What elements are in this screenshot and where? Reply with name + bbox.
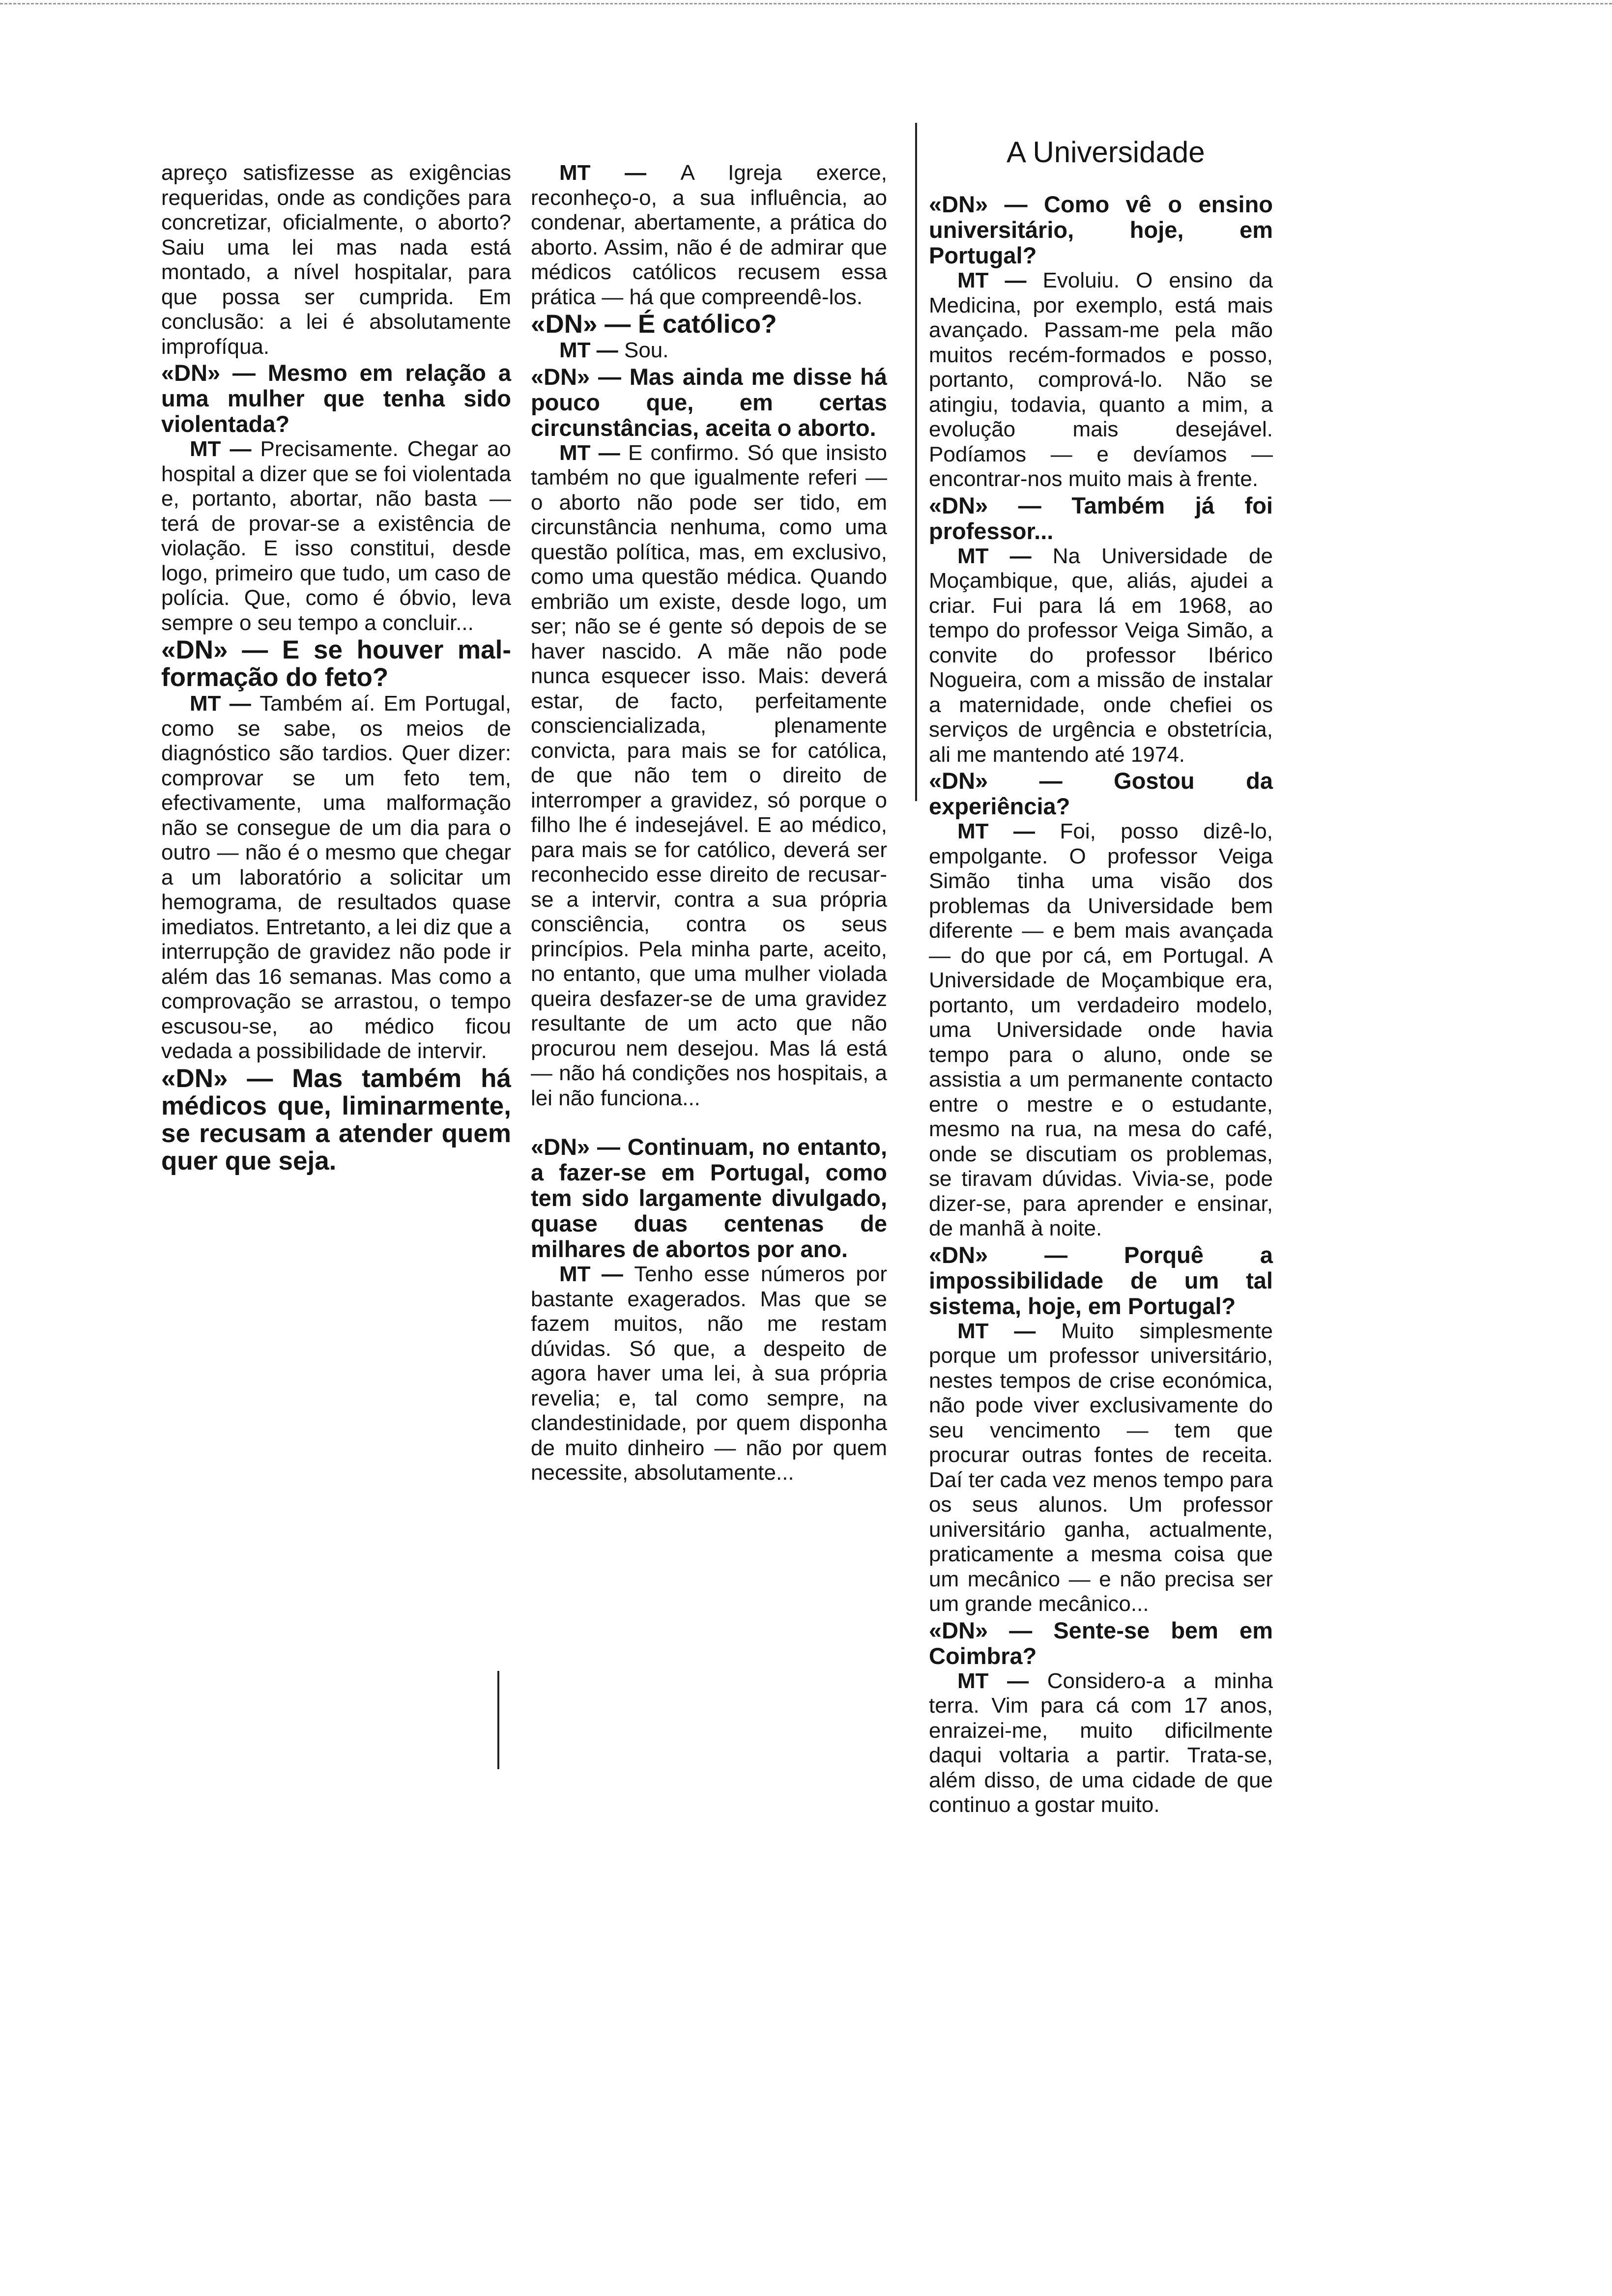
dn-question: «DN» — Mas também há médicos que, liminarmente, se recusam a atender quem quer que seja. bbox=[161, 1063, 511, 1176]
answer-text: Sou. bbox=[624, 338, 669, 362]
column-2 bbox=[531, 161, 887, 1486]
mt-answer bbox=[929, 1669, 1273, 1818]
speaker-label: MT — bbox=[559, 1262, 634, 1286]
margin-mark bbox=[497, 1671, 499, 1769]
dn-question: «DN» — Também já foi professor... bbox=[929, 492, 1273, 544]
speaker-label: MT — bbox=[559, 338, 624, 362]
speaker-label: MT — bbox=[190, 691, 260, 716]
mt-answer bbox=[531, 161, 887, 310]
paragraph-continuation: apreço satisfizesse as exigências requeridas, onde as condições para concretizar, oficialmente, o aborto? Saiu uma lei mas nada está montado, a nível hospitalar, para que possa ser cumprida. Em conclusão: a lei é absolutamente improfíqua. bbox=[161, 161, 511, 359]
answer-text: Foi, posso dizê-lo, empolgante. O professor Veiga Simão tinha uma visão dos problemas da Universidade bem diferente — e bem mais avançada — do que por cá, em Portugal. A Universidade de Moçambique era, portanto, um verdadeiro modelo, uma Universidade onde havia tempo para o aluno, onde se assistia a um permanente contacto entre o mestre e o estudante, mesmo na rua, na mesa do café, onde se discutiam os problemas, se tiravam dúvidas. Vivia-se, pode dizer-se, para aprender e ensinar, de manhã à noite. bbox=[929, 819, 1273, 1240]
speaker-label: MT — bbox=[957, 819, 1060, 843]
mt-answer bbox=[929, 544, 1273, 768]
mt-answer bbox=[929, 819, 1273, 1241]
mt-answer bbox=[161, 691, 511, 1064]
mt-answer bbox=[929, 268, 1273, 492]
mt-answer bbox=[531, 1262, 887, 1486]
speaker-label: MT — bbox=[559, 161, 681, 185]
column-1 bbox=[161, 161, 511, 1175]
answer-text: Na Universidade de Moçambique, que, aliás, ajudei a criar. Fui para lá em 1968, ao tempo do professor Veiga Simão, a convite do professor Ibérico Nogueira, com a missão de instalar a maternidade, onde chefiei os serviços de urgência e obstetrícia, ali me mantendo até 1974. bbox=[929, 544, 1273, 767]
dn-question: «DN» — Como vê o ensino universitário, hoje, em Portugal? bbox=[929, 191, 1273, 268]
speaker-label: MT — bbox=[957, 268, 1043, 292]
mt-answer bbox=[531, 338, 887, 363]
top-dashed-rule bbox=[0, 3, 1612, 4]
dn-question: «DN» — Porquê a impossibilidade de um tal sistema, hoje, em Portugal? bbox=[929, 1241, 1273, 1319]
answer-text: E confirmo. Só que insisto também no que igualmente referi — o aborto não pode ser tido, em circunstância nenhuma, como uma questão política, mas, em exclusivo, como uma questão médica. Quando embrião um existe, desde logo, um ser; não se é gente só depois de se haver nascido. A mãe não pode nunca esquecer isso. Mais: deverá estar, de facto, perfeitamente consciencializada, plenamente convicta, para mais se for católica, de que não tem o direito de interromper a gravidez, só porque o filho lhe é indesejável. E ao médico, para mais se for católico, deverá ser reconhecido esse direito de recusar-se a intervir, contra a sua própria consciência, contra os seus princípios. Pela minha parte, aceito, no entanto, que uma mulher violada queira desfazer-se de uma gravidez resultante de um acto que não procurou nem desejou. Mas lá está — não há condições nos hospitais, a lei não funciona... bbox=[531, 440, 887, 1110]
dn-question: «DN» — Continuam, no entanto, a fazer-se em Portugal, como tem sido largamente divulgado, quase duas centenas de milhares de abortos por ano. bbox=[531, 1134, 887, 1262]
speaker-label: MT — bbox=[957, 544, 1053, 568]
speaker-label: MT — bbox=[957, 1319, 1062, 1343]
mt-answer bbox=[929, 1319, 1273, 1617]
dn-question: «DN» — É católico? bbox=[531, 310, 777, 339]
answer-text: Muito simplesmente porque um professor universitário, nestes tempos de crise económica, não pode viver exclusivamente do seu vencimento — tem que procurar outras fontes de receita. Daí ter cada vez menos tempo para os seus alunos. Um professor universitário ganha, actualmente, praticamente a mesma coisa que um mecânico — e não precisa ser um grande mecânico... bbox=[929, 1319, 1273, 1616]
answer-text: Também aí. Em Portugal, como se sabe, os meios de diagnóstico são tardios. Quer dizer: comprovar se um feto tem, efectivamente, uma malformação não se consegue de um dia para o outro — não é o mesmo que chegar a um laboratório a solicitar um hemograma, de resultados quase imediatos. Entretanto, a lei diz que a interrupção de gravidez não pode ir além das 16 semanas. Mas como a comprovação se arrastou, o tempo escusou-se, ao médico ficou vedada a possibilidade de intervir. bbox=[161, 691, 511, 1063]
answer-text: Considero-a a minha terra. Vim para cá com 17 anos, enraizei-me, muito dificilmente daqui voltaria a partir. Trata-se, além disso, de uma cidade de que continuo a gostar muito. bbox=[929, 1668, 1273, 1817]
answer-text: Precisamente. Chegar ao hospital a dizer que se foi violentada e, portanto, abortar, não basta — terá de provar-se a existência de violação. E isso constitui, desde logo, primeiro que tudo, um caso de polícia. Que, como é óbvio, leva sempre o seu tempo a concluir... bbox=[161, 437, 512, 635]
mt-answer bbox=[531, 441, 887, 1111]
dn-question: «DN» — Mas ainda me disse há pouco que, em certas circunstâncias, aceita o aborto. bbox=[531, 363, 887, 441]
answer-text: Tenho esse números por bastante exagerados. Mas que se fazem muitos, não me restam dúvidas. Só que, a despeito de agora haver uma lei, à sua própria revelia; e, tal como sempre, na clandestinidade, por quem disponha de muito dinheiro — não por quem necessite, absolutamente... bbox=[531, 1262, 888, 1485]
column-divider bbox=[915, 123, 917, 801]
mt-answer bbox=[161, 437, 511, 635]
section-title: A Universidade bbox=[1007, 136, 1205, 169]
dn-question: «DN» — Gostou da experiência? bbox=[929, 768, 1273, 819]
dn-question: «DN» — Mesmo em relação a uma mulher que tenha sido violentada? bbox=[161, 360, 511, 437]
dn-question: «DN» — Sente-se bem em Coimbra? bbox=[929, 1617, 1273, 1669]
dn-question: «DN» — E se houver mal-formação do feto? bbox=[161, 635, 511, 692]
speaker-label: MT — bbox=[957, 1668, 1047, 1693]
answer-text: A Igreja exerce, reconheço-o, a sua influência, ao condenar, abertamente, a prática do aborto. Assim, não é de admirar que médicos católicos recusem essa prática — há que compreendê-los. bbox=[531, 161, 887, 309]
speaker-label: MT — bbox=[559, 440, 628, 465]
column-3 bbox=[929, 133, 1273, 1818]
speaker-label: MT — bbox=[190, 437, 260, 461]
answer-text: Evoluiu. O ensino da Medicina, por exemplo, está mais avançado. Passam-me pela mão muitos recém-formados e posso, portanto, comprová-lo. Não se atingiu, todavia, quanto a mim, a evolução mais desejável. Podíamos — e devíamos — encontrar-nos muito mais à frente. bbox=[929, 268, 1273, 491]
